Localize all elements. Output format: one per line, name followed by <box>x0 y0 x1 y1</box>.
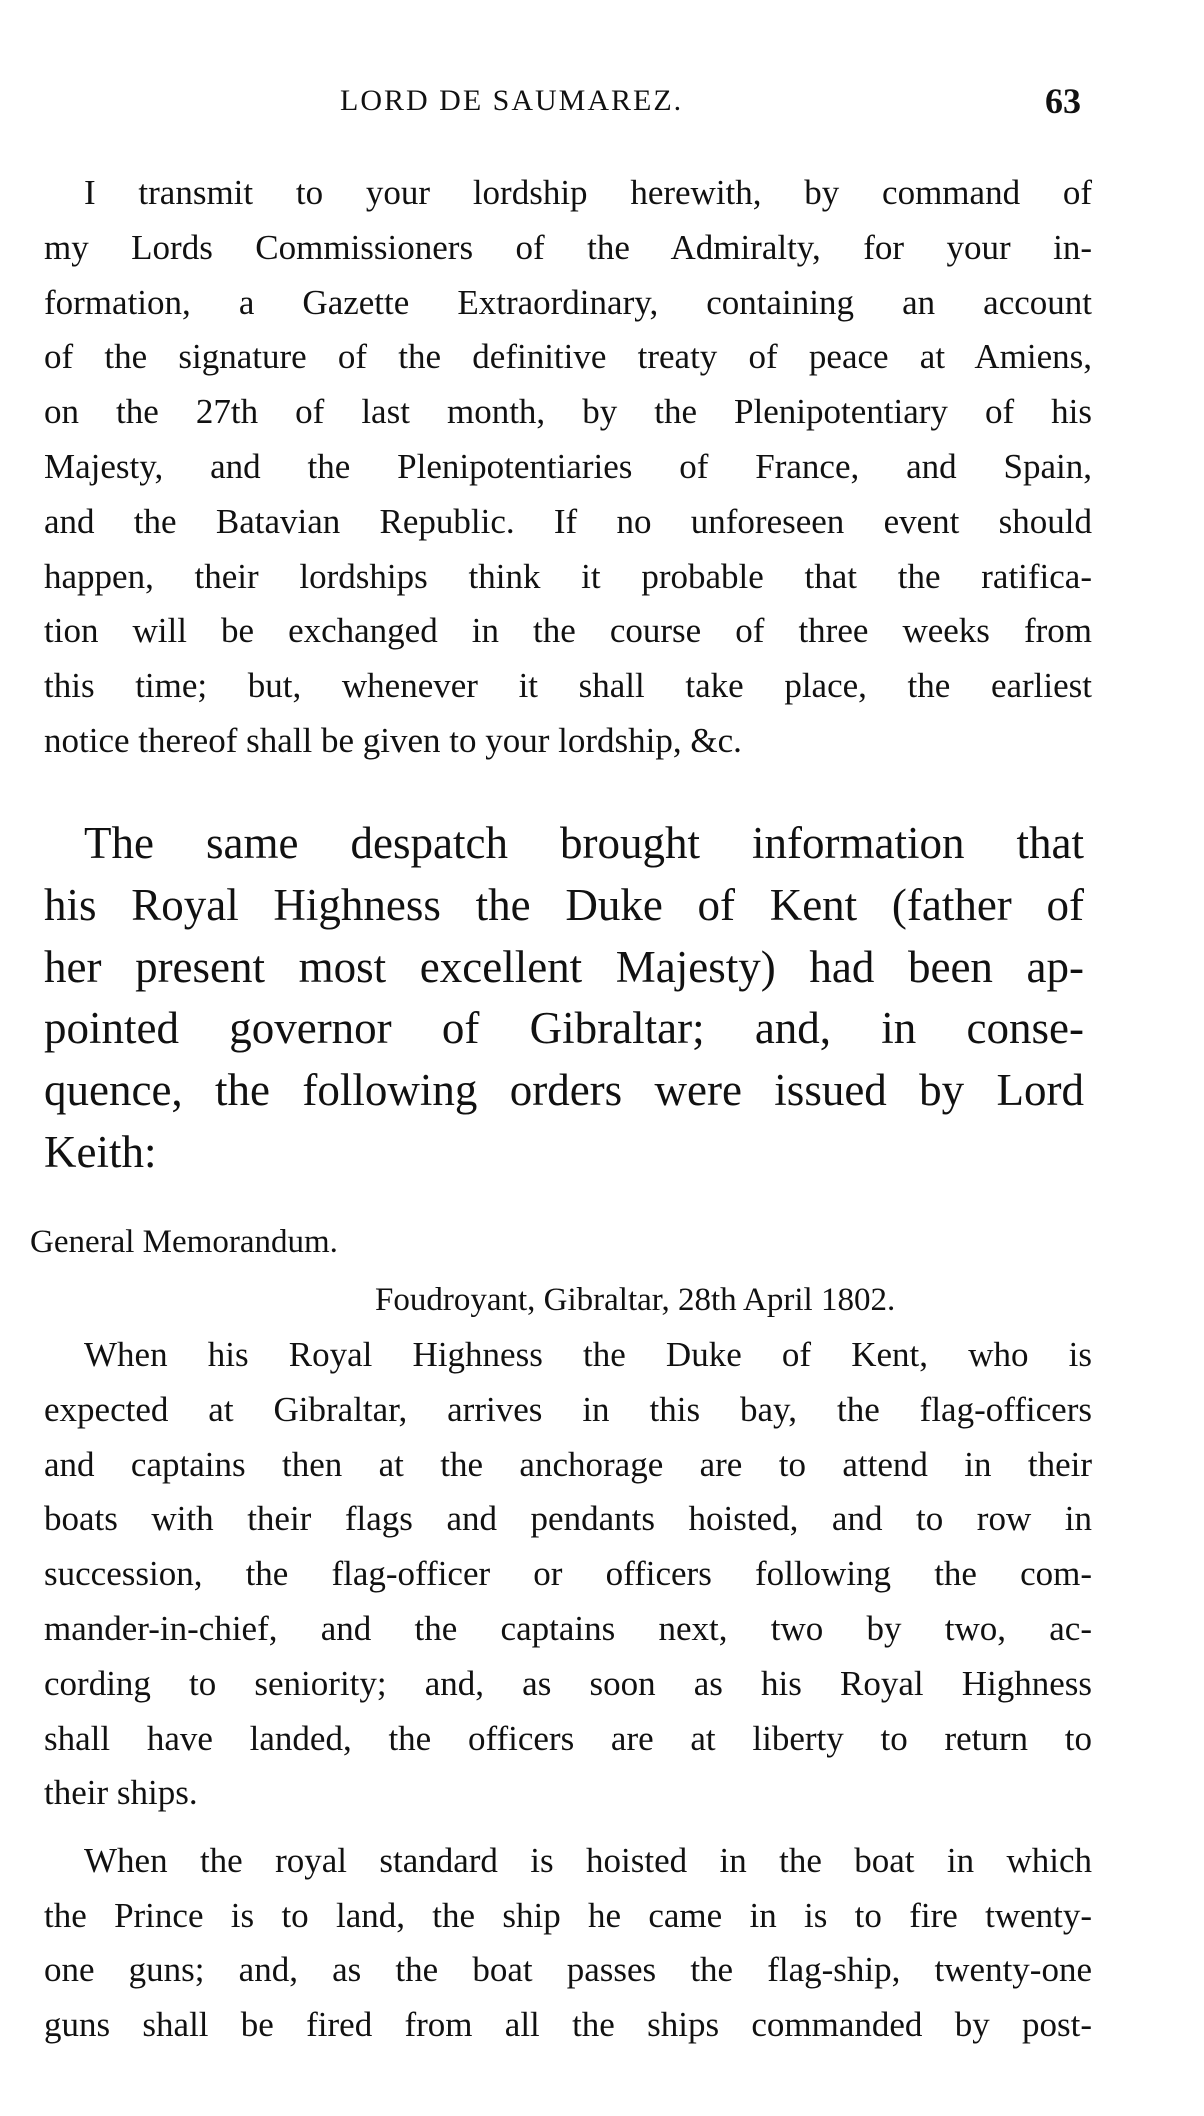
page-number: 63 <box>1045 81 1081 121</box>
text-line: The same despatch brought information that <box>84 818 1084 868</box>
text-line: tion will be exchanged in the course of three weeks from <box>44 611 1092 651</box>
text-line: and captains then at the anchorage are to attend in their <box>44 1444 1092 1484</box>
text-line: his Royal Highness the Duke of Kent (father of <box>44 879 1084 930</box>
memo-heading: General Memorandum. <box>30 1224 338 1260</box>
text-line: mander-in-chief, and the captains next, two by two, ac- <box>44 1609 1092 1648</box>
text-line: quence, the following orders were issued by Lord <box>44 1065 1084 1116</box>
running-title: LORD DE SAUMAREZ. <box>340 84 684 117</box>
text-line: happen, their lordships think it probable that the ratifica- <box>44 556 1092 596</box>
text-line: this time; but, whenever it shall take place, the earliest <box>44 666 1092 706</box>
text-line: Keith: <box>44 1127 157 1177</box>
text-line: boats with their flags and pendants hoisted, and to row in <box>44 1499 1092 1539</box>
text-line: cording to seniority; and, as soon as his Royal Highness <box>44 1663 1092 1703</box>
text-line: and the Batavian Republic. If no unforeseen event should <box>44 501 1092 541</box>
text-line: Majesty, and the Plenipotentiaries of France, and Spain, <box>44 447 1092 486</box>
text-line: expected at Gibraltar, arrives in this bay, the flag-officers <box>44 1389 1092 1429</box>
text-line: their ships. <box>44 1773 198 1813</box>
text-line: guns shall be fired from all the ships commanded by post- <box>44 2004 1092 2044</box>
text-line: When the royal standard is hoisted in the boat in which <box>84 1841 1092 1880</box>
text-line: When his Royal Highness the Duke of Kent, who is <box>84 1335 1092 1374</box>
memo-place-date: Foudroyant, Gibraltar, 28th April 1802. <box>375 1282 896 1318</box>
text-line: succession, the flag-officer or officers following the com- <box>44 1554 1092 1594</box>
text-line: one guns; and, as the boat passes the flag-ship, twenty-one <box>44 1950 1092 1989</box>
text-line: I transmit to your lordship herewith, by command of <box>84 173 1092 212</box>
text-line: my Lords Commissioners of the Admiralty, for your in- <box>44 227 1092 267</box>
text-line: shall have landed, the officers are at liberty to return to <box>44 1718 1092 1758</box>
text-line: formation, a Gazette Extraordinary, containing an account <box>44 282 1092 322</box>
text-line: pointed governor of Gibraltar; and, in conse- <box>44 1003 1084 1054</box>
text-line: on the 27th of last month, by the Plenipotentiary of his <box>44 392 1092 432</box>
text-line: the Prince is to land, the ship he came in is to fire twenty- <box>44 1895 1092 1935</box>
text-line: her present most excellent Majesty) had been ap- <box>44 941 1084 992</box>
text-line: of the signature of the definitive treaty of peace at Amiens, <box>44 337 1092 377</box>
text-line: notice thereof shall be given to your lordship, &c. <box>44 721 742 760</box>
